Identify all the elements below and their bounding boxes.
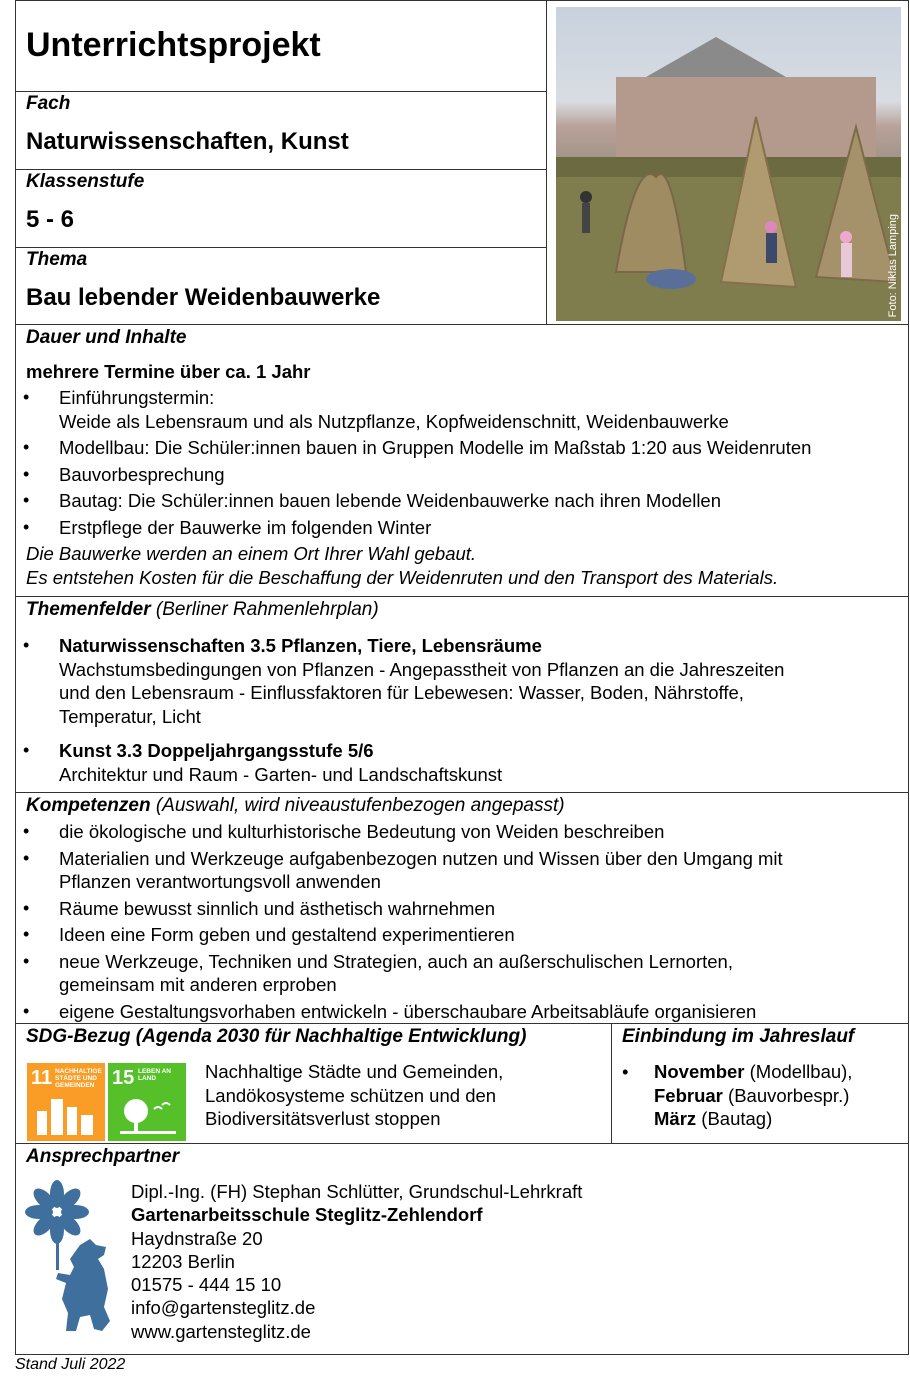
contact-website[interactable]: www.gartensteglitz.de: [131, 1320, 311, 1342]
list-item: • Erstpflege der Bauwerke im folgenden Winter: [15, 516, 811, 540]
sdg-divider: [611, 1023, 612, 1143]
sdg-label: SDG-Bezug (Agenda 2030 für Nachhaltige Entwicklung): [26, 1026, 527, 1047]
project-photo: [556, 7, 901, 321]
rule-dauer: [15, 324, 909, 325]
fach-value: Naturwissenschaften, Kunst: [26, 128, 349, 155]
list-item: • Ideen eine Form geben und gestaltend experimentieren: [15, 923, 783, 947]
fach-label: Fach: [26, 93, 71, 114]
themenfelder-list: [15, 634, 784, 786]
page-title: Unterrichtsprojekt: [26, 26, 321, 64]
thema-value: Bau lebender Weidenbauwerke: [26, 284, 381, 311]
list-item: • neue Werkzeuge, Techniken und Strategien, auch an außerschulischen Lernorten, gemeinsam mit anderen erproben: [15, 950, 783, 997]
contact-phone: 01575 - 444 15 10: [131, 1274, 282, 1296]
contact-org: Gartenarbeitsschule Steglitz-Zehlendorf: [131, 1204, 483, 1226]
rule-kompetenzen: [15, 792, 909, 793]
klasse-value: 5 - 6: [26, 206, 75, 233]
list-item: • Räume bewusst sinnlich und ästhetisch wahrnehmen: [15, 897, 783, 921]
tree-icon: [118, 1095, 178, 1137]
photo-illustration: [556, 7, 901, 321]
klasse-label: Klassenstufe: [26, 171, 145, 192]
jahreslauf-label: Einbindung im Jahreslauf: [622, 1026, 855, 1047]
rule-ansprechpartner: [15, 1143, 909, 1144]
sdg-11-icon: 11 NACHHALTIGE STÄDTE UND GEMEINDEN: [27, 1063, 105, 1141]
header-divider: [546, 0, 547, 325]
rule-themenfelder: [15, 596, 909, 597]
jahreslauf-list: • November (Modellbau), Februar (Bauvorbespr.) März (Bautag): [622, 1061, 853, 1129]
thema-label: Thema: [26, 249, 88, 270]
contact-street: Haydnstraße 20: [131, 1227, 263, 1249]
stand-date: Stand Juli 2022: [15, 1356, 126, 1373]
city-icon: [35, 1095, 97, 1137]
rule-klasse: [15, 169, 546, 170]
dauer-note-1: Die Bauwerke werden an einem Ort Ihrer Wahl gebaut.: [26, 543, 477, 564]
rule-thema: [15, 247, 546, 248]
dauer-note-2: Es entstehen Kosten für die Beschaffung der Weidenruten und den Transport des Materials.: [26, 567, 779, 588]
contact-email[interactable]: info@gartensteglitz.de: [131, 1297, 316, 1319]
list-item: • Bauvorbesprechung: [15, 463, 811, 487]
sdg-text: Nachhaltige Städte und Gemeinden, Landökosysteme schützen und den Biodiversitätsverlust stoppen: [205, 1061, 504, 1129]
kompetenzen-list: [15, 820, 783, 1023]
list-item: • Modellbau: Die Schüler:innen bauen in Gruppen Modelle im Maßstab 1:20 aus Weidenruten: [15, 436, 811, 460]
sdg-15-icon: 15 LEBEN AN LAND: [108, 1063, 186, 1141]
contact-block: [131, 1180, 582, 1343]
kompetenzen-heading: Kompetenzen (Auswahl, wird niveaustufenbezogen angepasst): [26, 795, 565, 816]
list-item: • Naturwissenschaften 3.5 Pflanzen, Tiere, Lebensräume Wachstumsbedingungen von Pflanzen - Angepasstheit von Pflanzen an die Jahreszeiten und den Lebensraum - Einflussfaktoren für Lebewesen: Wasser, Boden, Nährstoffe, Temperatur, Licht: [15, 634, 784, 728]
dauer-list: [15, 386, 811, 539]
list-item: • eigene Gestaltungsvorhaben entwickeln - überschaubare Arbeitsabläufe organisieren: [15, 1000, 783, 1024]
list-item: • Materialien und Werkzeuge aufgabenbezogen nutzen und Wissen über den Umgang mit Pflanzen verantwortungsvoll anwenden: [15, 847, 783, 894]
list-item: • Einführungstermin: Weide als Lebensraum und als Nutzpflanze, Kopfweidenschnitt, Weidenbauwerke: [15, 386, 811, 433]
contact-city: 12203 Berlin: [131, 1250, 235, 1272]
list-item: • Kunst 3.3 Doppeljahrgangsstufe 5/6 Architektur und Raum - Garten- und Landschaftskunst: [15, 739, 784, 786]
dauer-summary: mehrere Termine über ca. 1 Jahr: [26, 361, 311, 382]
bear-with-flower-logo-icon: [25, 1180, 125, 1340]
rule-fach: [15, 91, 546, 92]
photo-credit: Foto: Niklas Lamping: [887, 213, 899, 317]
rule-sdg: [15, 1023, 909, 1024]
list-item: • Bautag: Die Schüler:innen bauen lebende Weidenbauwerke nach ihren Modellen: [15, 489, 811, 513]
contact-name: Dipl.-Ing. (FH) Stephan Schlütter, Grundschul-Lehrkraft: [131, 1181, 583, 1202]
dauer-label: Dauer und Inhalte: [26, 327, 187, 348]
ansprechpartner-label: Ansprechpartner: [26, 1146, 180, 1167]
themenfelder-heading: Themenfelder (Berliner Rahmenlehrplan): [26, 599, 379, 620]
list-item: • die ökologische und kulturhistorische Bedeutung von Weiden beschreiben: [15, 820, 783, 844]
